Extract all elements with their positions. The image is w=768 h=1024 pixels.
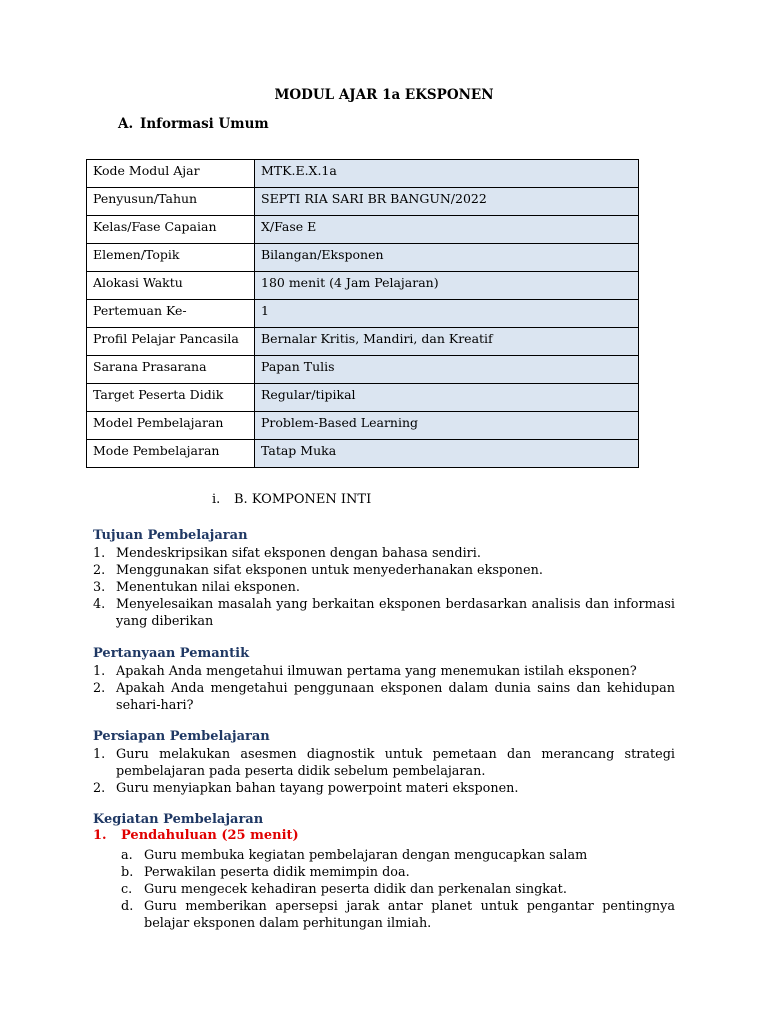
info-key: Alokasi Waktu [87,272,255,300]
list-item [121,898,675,932]
item-text: Guru menyiapkan bahan tayang powerpoint materi eksponen. [116,781,519,796]
item-number: 1. [93,664,106,679]
info-table [86,159,639,468]
item-text: Apakah Anda mengetahui ilmuwan pertama yang menemukan istilah eksponen? [116,664,637,679]
info-value: Papan Tulis [255,356,639,384]
item-letter: a. [121,848,133,863]
list-item [121,847,675,864]
list-item [93,562,675,579]
list-item [93,780,675,797]
list-item [121,864,675,881]
item-text: Guru melakukan asesmen diagnostik untuk pemetaan dan merancang strategi pembelajaran pada peserta didik sebelum pembelajaran. [116,747,675,779]
item-number: 2. [93,563,106,578]
item-text: Menggunakan sifat eksponen untuk menyederhanakan eksponen. [116,563,543,578]
info-key: Sarana Prasarana [87,356,255,384]
table-row [87,160,639,188]
section-a-heading [118,116,269,132]
list-item [93,746,675,780]
table-row [87,412,639,440]
info-key: Elemen/Topik [87,244,255,272]
info-key: Target Peserta Didik [87,384,255,412]
item-number: 3. [93,580,106,595]
item-text: Guru memberikan apersepsi jarak antar planet untuk pengantar pentingnya belajar eksponen dalam perhitungan ilmiah. [144,899,675,931]
info-key: Mode Pembelajaran [87,440,255,468]
list-item [93,596,675,630]
kegiatan-heading: Kegiatan Pembelajaran [93,812,264,827]
info-value: MTK.E.X.1a [255,160,639,188]
table-row [87,272,639,300]
info-value: Bilangan/Eksponen [255,244,639,272]
section-b-heading [212,492,371,507]
pendahuluan-number: 1. [93,828,107,843]
document-title: MODUL AJAR 1a EKSPONEN [274,87,494,103]
pendahuluan-heading [93,828,299,843]
tujuan-list [93,545,675,630]
list-item [93,663,675,680]
table-row [87,300,639,328]
item-number: 4. [93,597,106,612]
item-number: 2. [93,681,106,696]
table-row [87,356,639,384]
item-text: Guru membuka kegiatan pembelajaran dengan mengucapkan salam [144,848,588,863]
item-text: Apakah Anda mengetahui penggunaan eksponen dalam dunia sains dan kehidupan sehari-hari? [116,681,675,713]
info-value: SEPTI RIA SARI BR BANGUN/2022 [255,188,639,216]
persiapan-heading: Persiapan Pembelajaran [93,729,270,744]
table-row [87,216,639,244]
item-text: Menentukan nilai eksponen. [116,580,300,595]
list-item [93,579,675,596]
persiapan-list [93,746,675,797]
info-key: Pertemuan Ke- [87,300,255,328]
item-number: 1. [93,747,106,762]
list-item [93,545,675,562]
table-row [87,440,639,468]
info-key: Kelas/Fase Capaian [87,216,255,244]
pendahuluan-label: Pendahuluan (25 menit) [121,828,299,843]
info-value: 1 [255,300,639,328]
section-b-roman: i. [212,492,221,507]
section-a-number: A. [118,116,134,132]
pertanyaan-list [93,663,675,714]
info-key: Model Pembelajaran [87,412,255,440]
info-value: 180 menit (4 Jam Pelajaran) [255,272,639,300]
info-value: Problem-Based Learning [255,412,639,440]
info-value: Regular/tipikal [255,384,639,412]
item-number: 2. [93,781,106,796]
info-value: Bernalar Kritis, Mandiri, dan Kreatif [255,328,639,356]
item-letter: c. [121,882,133,897]
list-item [121,881,675,898]
info-key: Profil Pelajar Pancasila [87,328,255,356]
info-value: Tatap Muka [255,440,639,468]
item-letter: b. [121,865,134,880]
item-text: Guru mengecek kehadiran peserta didik dan perkenalan singkat. [144,882,567,897]
section-a-label: Informasi Umum [140,116,269,132]
item-text: Menyelesaikan masalah yang berkaitan eksponen berdasarkan analisis dan informasi yang diberikan [116,597,675,629]
list-item [93,680,675,714]
pertanyaan-heading: Pertanyaan Pemantik [93,646,250,661]
section-b-label: B. KOMPONEN INTI [234,492,372,507]
pendahuluan-list [121,847,675,932]
info-value: X/Fase E [255,216,639,244]
item-text: Mendeskripsikan sifat eksponen dengan bahasa sendiri. [116,546,481,561]
info-key: Penyusun/Tahun [87,188,255,216]
table-row [87,328,639,356]
table-row [87,188,639,216]
table-row [87,384,639,412]
item-number: 1. [93,546,106,561]
info-key: Kode Modul Ajar [87,160,255,188]
item-text: Perwakilan peserta didik memimpin doa. [144,865,410,880]
item-letter: d. [121,899,134,914]
table-row [87,244,639,272]
tujuan-heading: Tujuan Pembelajaran [93,528,248,543]
